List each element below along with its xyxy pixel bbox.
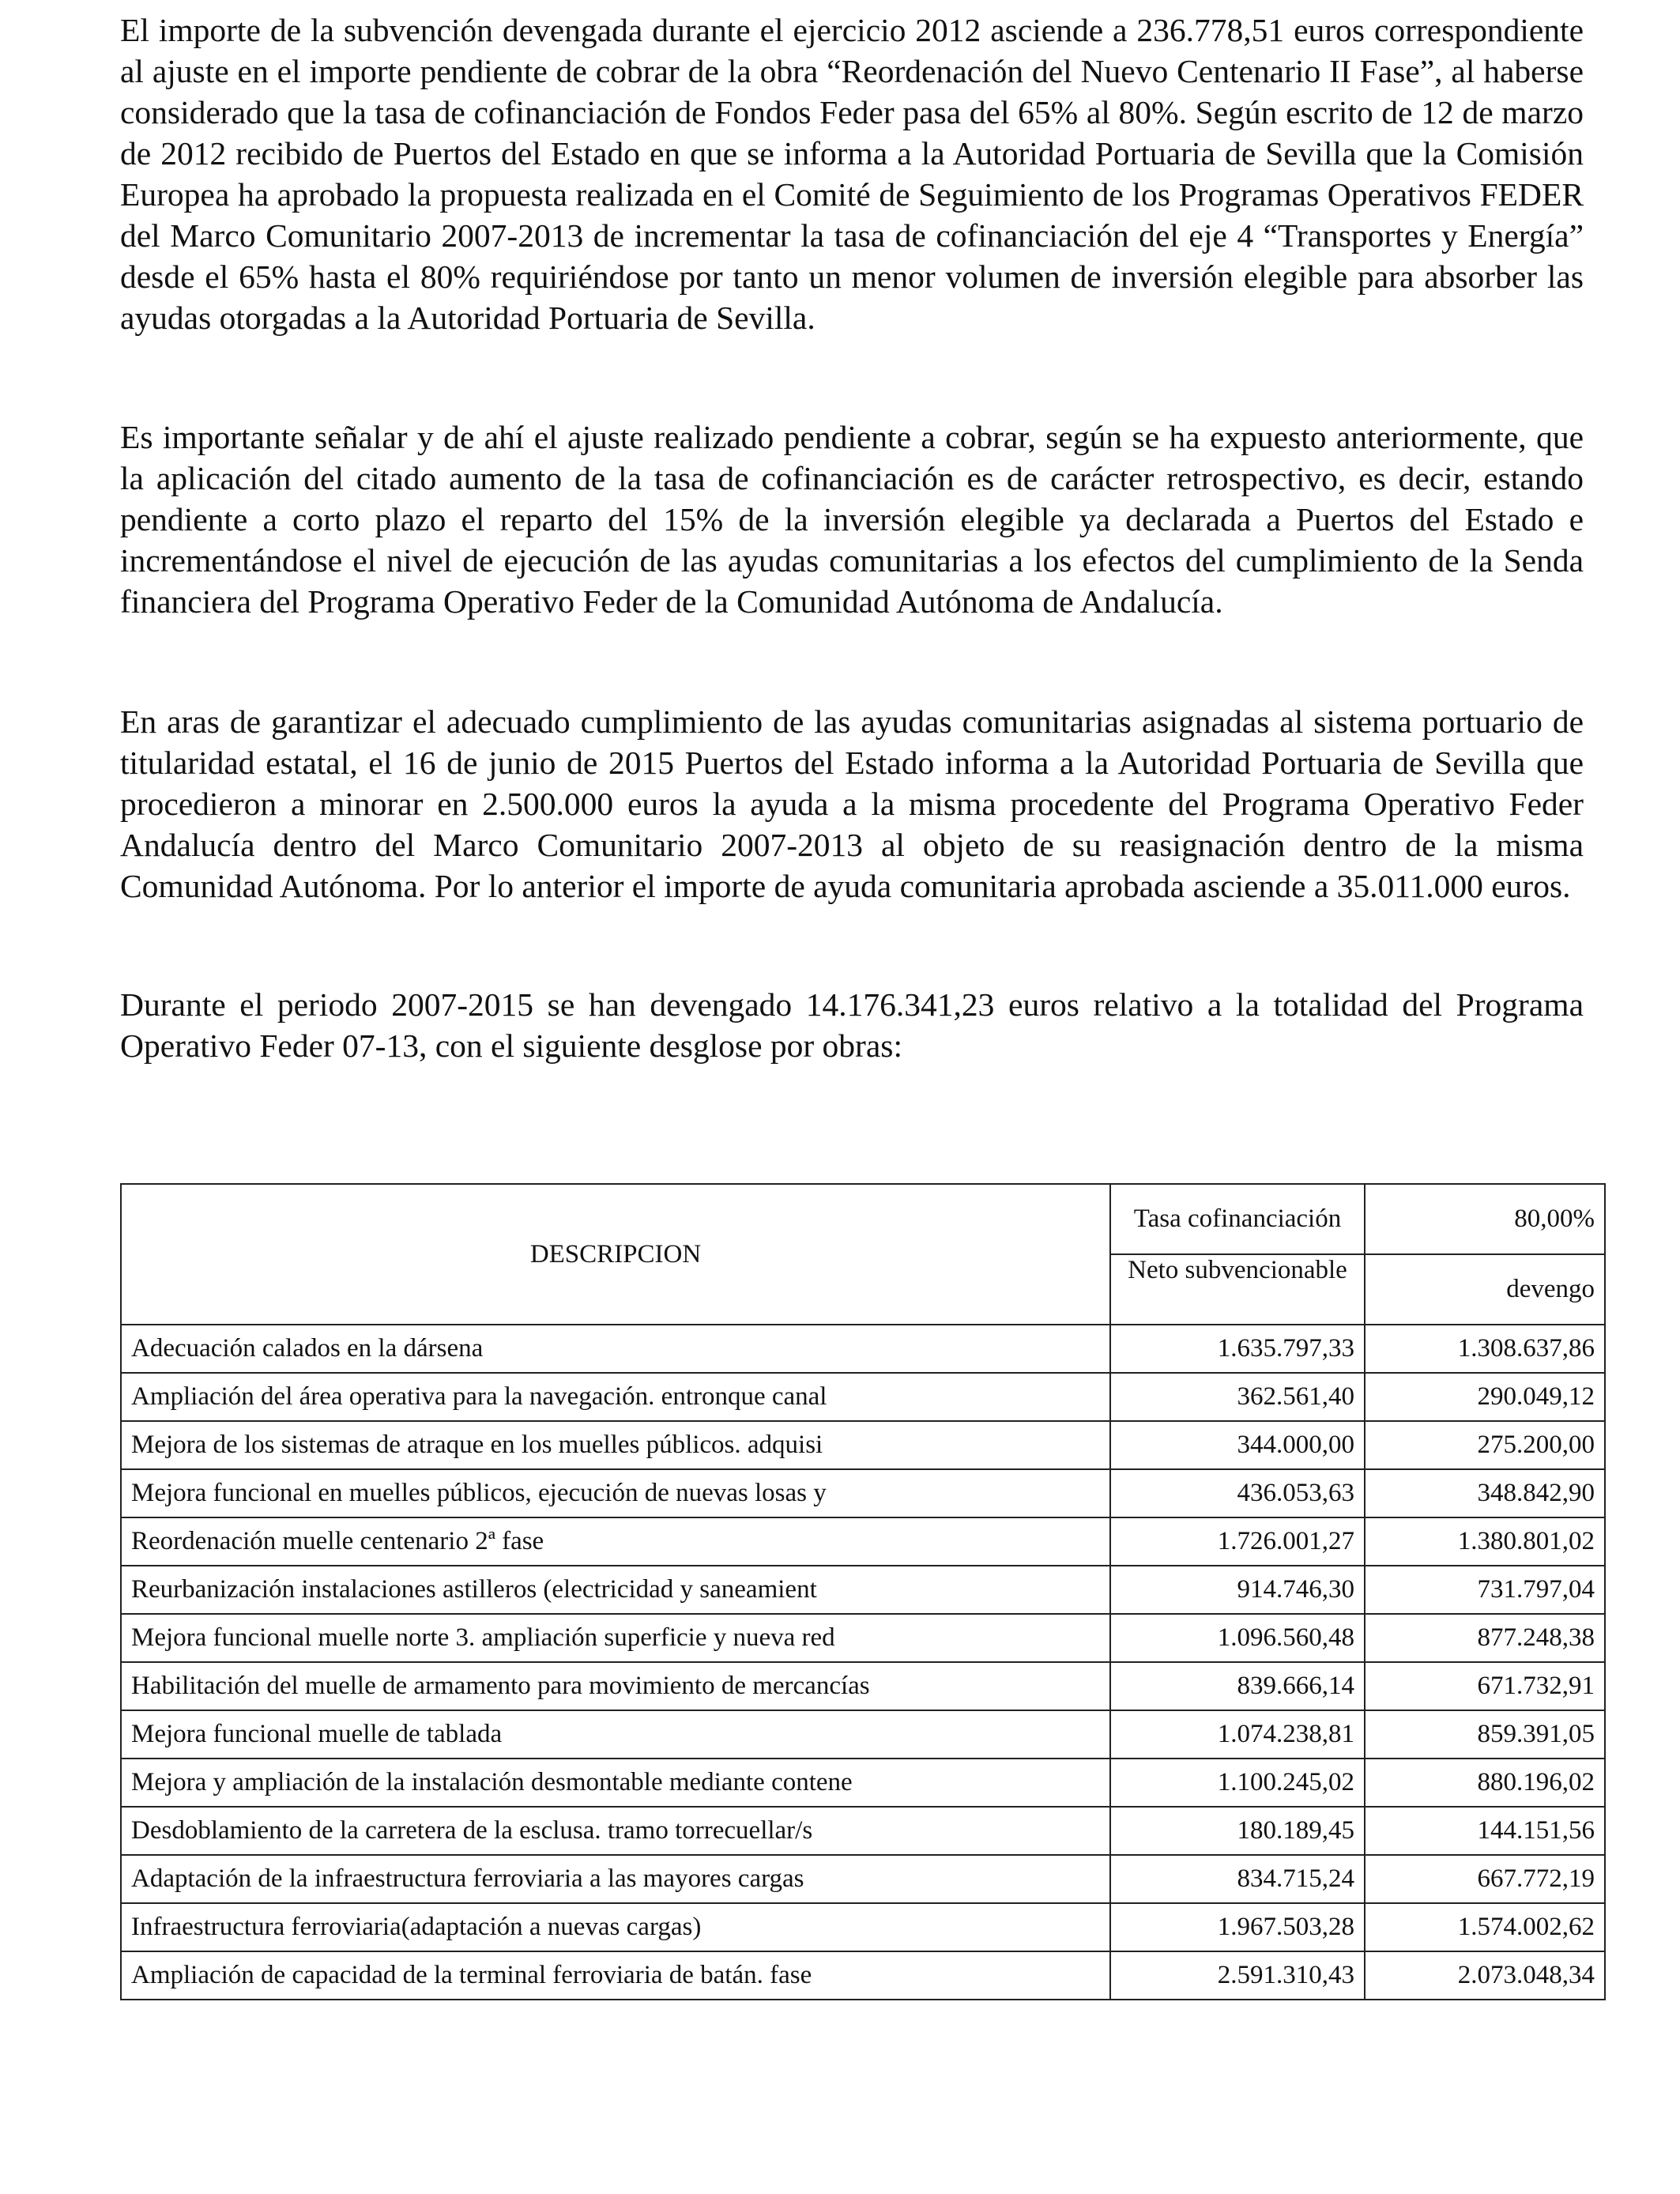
row-neto-subvencionable: 180.189,45 [1110, 1807, 1365, 1855]
row-neto-subvencionable: 344.000,00 [1110, 1421, 1365, 1469]
row-devengo: 1.380.801,02 [1365, 1517, 1605, 1566]
row-description: Reurbanización instalaciones astilleros (electricidad y saneamient [121, 1566, 1110, 1614]
row-devengo: 880.196,02 [1365, 1759, 1605, 1807]
table-header-row [121, 1184, 1605, 1254]
row-description: Adecuación calados en la dársena [121, 1325, 1110, 1373]
row-description: Mejora funcional muelle de tablada [121, 1710, 1110, 1759]
table-row [121, 1421, 1605, 1469]
row-description: Desdoblamiento de la carretera de la esclusa. tramo torrecuellar/s [121, 1807, 1110, 1855]
row-neto-subvencionable: 1.096.560,48 [1110, 1614, 1365, 1662]
row-description: Ampliación del área operativa para la navegación. entronque canal [121, 1373, 1110, 1421]
header-tasa-value: 80,00% [1365, 1184, 1605, 1254]
row-description: Adaptación de la infraestructura ferroviaria a las mayores cargas [121, 1855, 1110, 1903]
table-body [121, 1325, 1605, 2000]
table-row [121, 1373, 1605, 1421]
header-tasa-cofinanciacion: Tasa cofinanciación [1110, 1184, 1365, 1254]
row-neto-subvencionable: 1.074.238,81 [1110, 1710, 1365, 1759]
table-row [121, 1566, 1605, 1614]
table-row [121, 1951, 1605, 2000]
row-devengo: 667.772,19 [1365, 1855, 1605, 1903]
row-description: Infraestructura ferroviaria(adaptación a nuevas cargas) [121, 1903, 1110, 1951]
paragraph-periodo-2007-2015: Durante el periodo 2007-2015 se han devengado 14.176.341,23 euros relativo a la totalidad del Programa Operativo Feder 07-13, con el siguiente desglose por obras: [120, 986, 1584, 1064]
row-devengo: 2.073.048,34 [1365, 1951, 1605, 2000]
row-neto-subvencionable: 914.746,30 [1110, 1566, 1365, 1614]
row-neto-subvencionable: 1.635.797,33 [1110, 1325, 1365, 1373]
table-row [121, 1903, 1605, 1951]
row-neto-subvencionable: 834.715,24 [1110, 1855, 1365, 1903]
table-row [121, 1759, 1605, 1807]
table-row [121, 1469, 1605, 1517]
row-devengo: 290.049,12 [1365, 1373, 1605, 1421]
row-neto-subvencionable: 1.100.245,02 [1110, 1759, 1365, 1807]
row-neto-subvencionable: 839.666,14 [1110, 1662, 1365, 1710]
paragraph-subvencion-2012: El importe de la subvención devengada durante el ejercicio 2012 asciende a 236.778,51 euros correspondiente al ajuste en el importe pendiente de cobrar de la obra “Reordenación del Nuevo Centenario II Fase”, al haberse considerado que la tasa de cofinanciación de Fondos Feder pasa del 65% al 80%. Según escrito de 12 de marzo de 2012 recibido de Puertos del Estado en que se informa a la Autoridad Portuaria de Sevilla que la Comisión Europea ha aprobado la propuesta realizada en el Comité de Seguimiento de los Programas Operativos FEDER del Marco Comunitario 2007-2013 de incrementar la tasa de cofinanciación del eje 4 “Transportes y Energía” desde el 65% hasta el 80% requiriéndose por tanto un menor volumen de inversión elegible para absorber las ayudas otorgadas a la Autoridad Portuaria de Sevilla. [120, 12, 1584, 336]
paragraph-ajuste-retrospectivo: Es importante señalar y de ahí el ajuste realizado pendiente a cobrar, según se ha expuesto anteriormente, que la aplicación del citado aumento de la tasa de cofinanciación es de carácter retrospectivo, es decir, estando pendiente a corto plazo el reparto del 15% de la inversión elegible ya declarada a Puertos del Estado e incrementándose el nivel de ejecución de las ayudas comunitarias a los efectos del cumplimiento de la Senda financiera del Programa Operativo Feder de la Comunidad Autónoma de Andalucía. [120, 419, 1584, 620]
row-devengo: 731.797,04 [1365, 1566, 1605, 1614]
table-row [121, 1325, 1605, 1373]
row-devengo: 859.391,05 [1365, 1710, 1605, 1759]
row-devengo: 1.308.637,86 [1365, 1325, 1605, 1373]
row-devengo: 348.842,90 [1365, 1469, 1605, 1517]
table-row [121, 1662, 1605, 1710]
row-devengo: 671.732,91 [1365, 1662, 1605, 1710]
table-row [121, 1855, 1605, 1903]
row-description: Mejora y ampliación de la instalación desmontable mediante contene [121, 1759, 1110, 1807]
paragraph-minoracion-2015: En aras de garantizar el adecuado cumplimiento de las ayudas comunitarias asignadas al sistema portuario de titularidad estatal, el 16 de junio de 2015 Puertos del Estado informa a la Autoridad Portuaria de Sevilla que procedieron a minorar en 2.500.000 euros la ayuda a la misma procedente del Programa Operativo Feder Andalucía dentro del Marco Comunitario 2007-2013 al objeto de su reasignación dentro de la misma Comunidad Autónoma. Por lo anterior el importe de ayuda comunitaria aprobada asciende a 35.011.000 euros. [120, 703, 1584, 904]
row-description: Ampliación de capacidad de la terminal ferroviaria de batán. fase [121, 1951, 1110, 2000]
table-row [121, 1517, 1605, 1566]
row-devengo: 275.200,00 [1365, 1421, 1605, 1469]
row-neto-subvencionable: 1.967.503,28 [1110, 1903, 1365, 1951]
row-neto-subvencionable: 2.591.310,43 [1110, 1951, 1365, 2000]
header-descripcion: DESCRIPCION [121, 1184, 1110, 1325]
header-neto-subvencionable: Neto subvencionable [1110, 1254, 1365, 1325]
row-neto-subvencionable: 1.726.001,27 [1110, 1517, 1365, 1566]
header-devengo: devengo [1365, 1254, 1605, 1325]
row-devengo: 1.574.002,62 [1365, 1903, 1605, 1951]
feder-works-table [120, 1183, 1606, 2000]
table-row [121, 1614, 1605, 1662]
row-description: Habilitación del muelle de armamento para movimiento de mercancías [121, 1662, 1110, 1710]
row-description: Mejora funcional en muelles públicos, ejecución de nuevas losas y [121, 1469, 1110, 1517]
table-row [121, 1710, 1605, 1759]
row-neto-subvencionable: 436.053,63 [1110, 1469, 1365, 1517]
row-description: Reordenación muelle centenario 2ª fase [121, 1517, 1110, 1566]
table-row [121, 1807, 1605, 1855]
row-devengo: 877.248,38 [1365, 1614, 1605, 1662]
row-description: Mejora de los sistemas de atraque en los muelles públicos. adquisi [121, 1421, 1110, 1469]
row-neto-subvencionable: 362.561,40 [1110, 1373, 1365, 1421]
row-devengo: 144.151,56 [1365, 1807, 1605, 1855]
row-description: Mejora funcional muelle norte 3. ampliación superficie y nueva red [121, 1614, 1110, 1662]
